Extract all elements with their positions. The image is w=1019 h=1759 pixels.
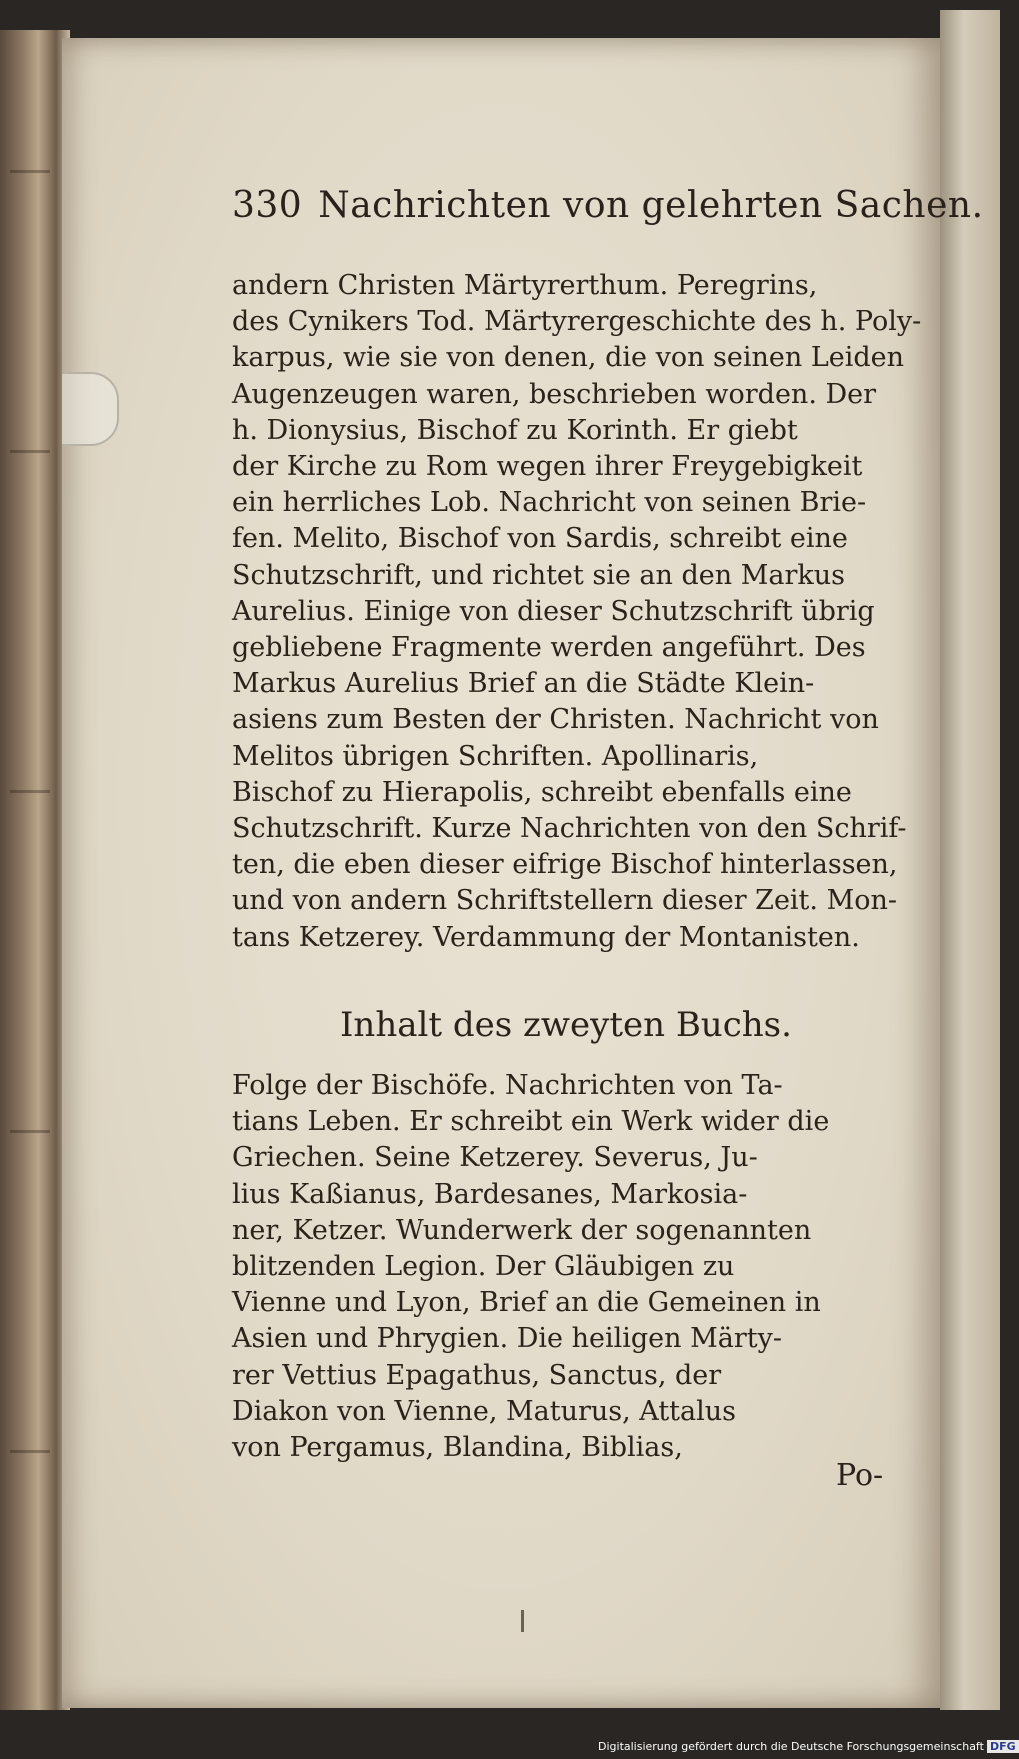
catchword: Po-: [836, 1458, 884, 1493]
text-line: blitzenden Legion. Der Gläubigen zu: [232, 1251, 735, 1283]
text-line: asiens zum Besten der Christen. Nachricht von: [232, 704, 879, 736]
text-line: rer Vettius Epagathus, Sanctus, der: [232, 1359, 722, 1391]
book-spine: [940, 10, 1000, 1710]
text-line: tans Ketzerey. Verdammung der Montanisten.: [232, 921, 860, 953]
text-line: Asien und Phrygien. Die heiligen Märty-: [232, 1323, 782, 1355]
text-line: Markus Aurelius Brief an die Städte Klein-: [232, 668, 815, 700]
text-line: karpus, wie sie von denen, die von seinen Leiden: [232, 342, 905, 374]
text-line: ein herrliches Lob. Nachricht von seinen Brie-: [232, 487, 867, 519]
edge-stripe: [10, 170, 50, 173]
text-line: h. Dionysius, Bischof zu Korinth. Er giebt: [232, 414, 798, 446]
edge-stripe: [10, 1450, 50, 1453]
section-title: Inhalt des zweyten Buchs.: [340, 1005, 792, 1045]
text-line: von Pergamus, Blandina, Biblias,: [232, 1432, 683, 1464]
text-line: Vienne und Lyon, Brief an die Gemeinen in: [232, 1287, 821, 1319]
credit-text: Digitalisierung gefördert durch die Deutsche Forschungsgemeinschaft: [598, 1740, 984, 1753]
text-line: und von andern Schriftstellern dieser Zeit. Mon-: [232, 885, 897, 917]
text-line: andern Christen Märtyrerthum. Peregrins,: [232, 270, 818, 301]
text-line: Diakon von Vienne, Maturus, Attalus: [232, 1395, 737, 1427]
text-line: Schutzschrift. Kurze Nachrichten von den Schrif-: [232, 813, 907, 845]
text-line: des Cynikers Tod. Märtyrergeschichte des h. Poly-: [232, 306, 922, 338]
text-line: Bischof zu Hierapolis, schreibt ebenfalls eine: [232, 776, 852, 808]
text-line: der Kirche zu Rom wegen ihrer Freygebigkeit: [232, 451, 863, 483]
text-line: Aurelius. Einige von dieser Schutzschrift übrig: [232, 595, 875, 627]
ink-mark: [521, 1610, 524, 1632]
text-line: Folge der Bischöfe. Nachrichten von Ta-: [232, 1070, 783, 1101]
page-clip: [62, 372, 119, 446]
text-line: Augenzeugen waren, beschrieben worden. Der: [232, 378, 877, 410]
body-text: [232, 268, 922, 956]
text-line: gebliebene Fragmente werden angeführt. Des: [232, 632, 866, 664]
page-number: 330: [232, 185, 303, 226]
section-text: [232, 1068, 892, 1466]
text-line: ten, die eben dieser eifrige Bischof hinterlassen,: [232, 849, 898, 881]
running-title: Nachrichten von gelehrten Sachen.: [318, 185, 984, 226]
edge-stripe: [10, 450, 50, 453]
text-line: Melitos übrigen Schriften. Apollinaris,: [232, 740, 759, 772]
text-line: Schutzschrift, und richtet sie an den Markus: [232, 559, 845, 591]
text-line: ner, Ketzer. Wunderwerk der sogenannten: [232, 1214, 812, 1246]
edge-stripe: [10, 1130, 50, 1133]
text-line: Griechen. Seine Ketzerey. Severus, Ju-: [232, 1142, 758, 1174]
text-line: tians Leben. Er schreibt ein Werk wider die: [232, 1106, 830, 1138]
dfg-logo: DFG: [987, 1740, 1019, 1753]
edge-stripe: [10, 790, 50, 793]
digitization-credit: [598, 1740, 1019, 1753]
book-edge-left: [0, 30, 70, 1710]
text-line: fen. Melito, Bischof von Sardis, schreibt eine: [232, 523, 848, 555]
running-head: [232, 185, 984, 226]
text-line: lius Kaßianus, Bardesanes, Markosia-: [232, 1178, 748, 1210]
